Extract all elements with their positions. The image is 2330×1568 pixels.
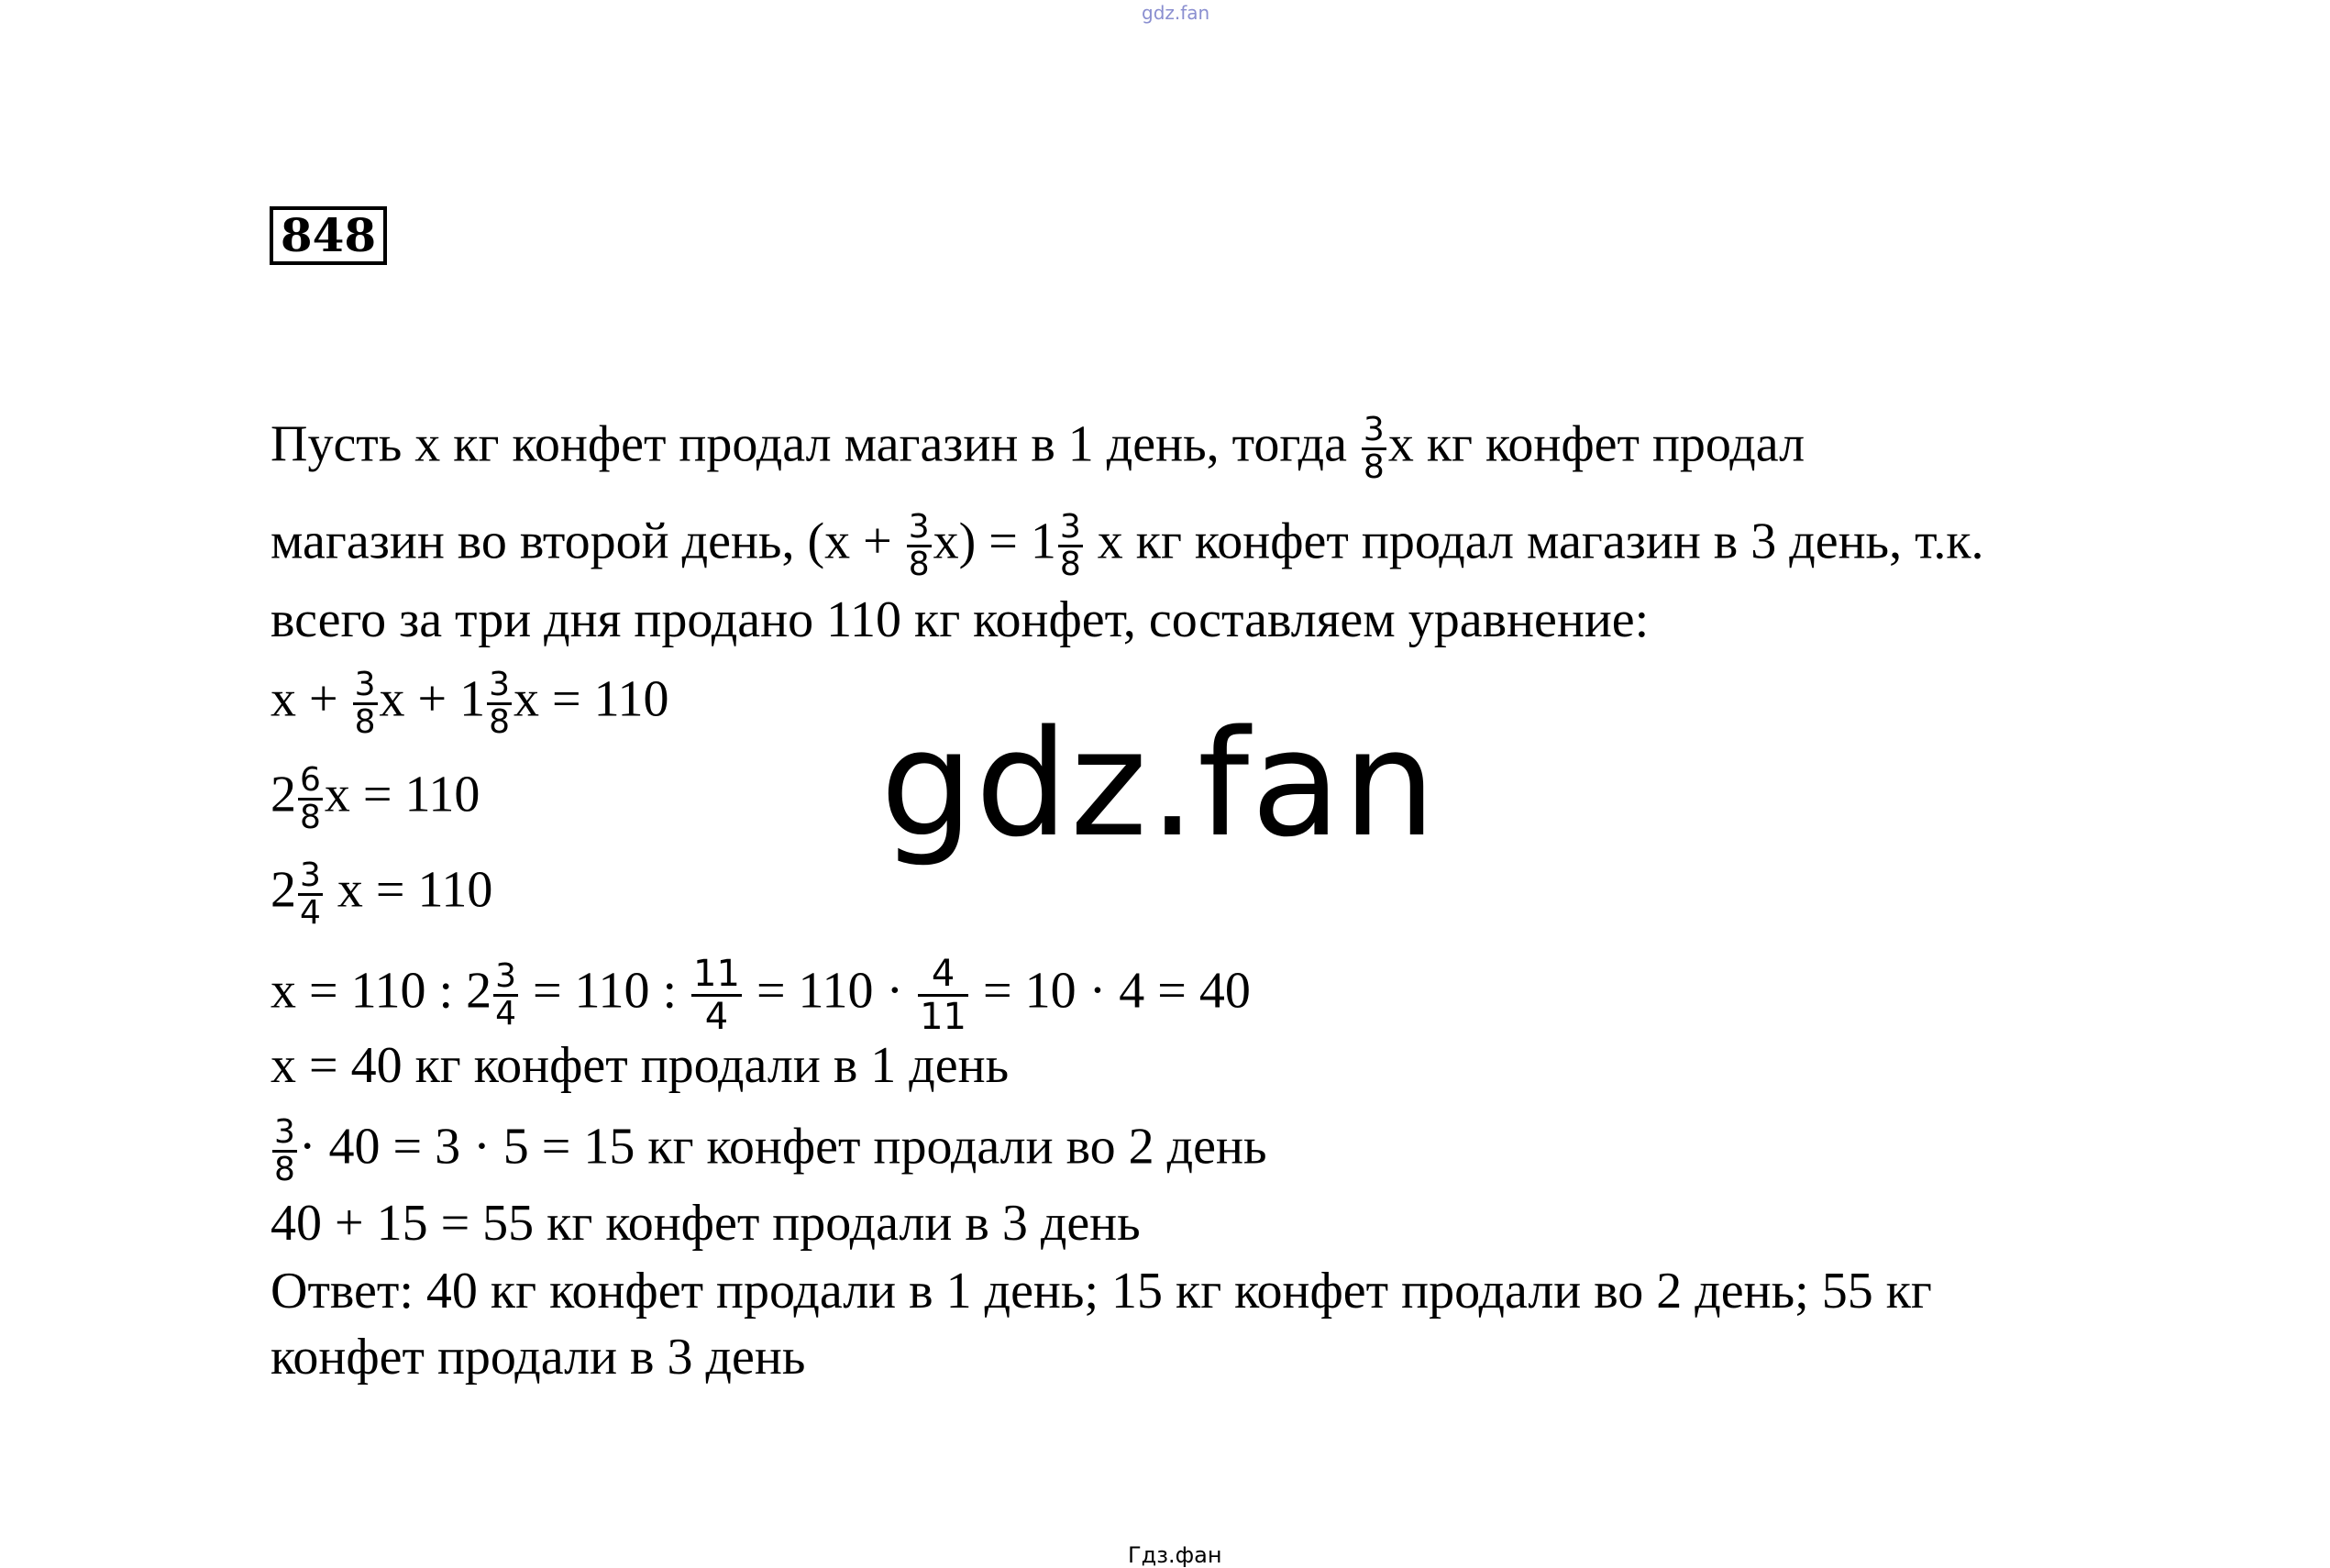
fraction-11-4: $\frac{11}{4}$ <box>693 953 740 1038</box>
answer-line-1 <box>271 1262 1932 1320</box>
fraction-3-8: $\frac{3}{8}$ <box>489 666 510 741</box>
text-segment: = 110 : <box>519 962 690 1020</box>
solution-line-3 <box>271 591 1649 649</box>
result-line-2 <box>271 1115 1267 1187</box>
text-segment: x) = 1 <box>933 513 1056 570</box>
text-segment: x = 110 <box>324 861 493 919</box>
result-line-1 <box>271 1036 1009 1095</box>
fraction-3-4: $\frac{3}{4}$ <box>300 856 321 932</box>
answer-line-2 <box>271 1328 805 1386</box>
equation-line-3 <box>271 858 492 931</box>
text-segment: конфет продали в 3 день <box>271 1329 806 1386</box>
fraction-3-8: $\frac{3}{8}$ <box>274 1113 295 1188</box>
solution-line-1 <box>271 413 1805 485</box>
text-segment: x кг конфет продал <box>1387 415 1805 473</box>
fraction-3-8: $\frac{3}{8}$ <box>908 508 930 583</box>
text-segment: = 10 · 4 = 40 <box>970 962 1251 1020</box>
text-segment: всего за три дня продано 110 кг конфет, составляем уравнение: <box>271 591 1650 648</box>
text-segment: x = 110 <box>513 670 669 728</box>
text-segment: = 110 · <box>743 962 917 1020</box>
text-segment: x + <box>271 670 351 728</box>
problem-number-badge: 848 <box>270 206 387 265</box>
text-segment: Пусть x кг конфет продал магазин в 1 день, тогда <box>271 415 1360 473</box>
text-segment: x = 110 : 2 <box>271 962 492 1020</box>
text-segment: x = 110 <box>324 766 480 823</box>
text-segment: x кг конфет продал магазин в 3 день, т.к. <box>1084 513 1984 570</box>
text-segment: 2 <box>271 766 296 823</box>
text-segment: 40 + 15 = 55 кг конфет продали в 3 день <box>271 1195 1141 1252</box>
text-segment: x = 40 кг конфет продали в 1 день <box>271 1037 1010 1094</box>
fraction-3-8: $\frac{3}{8}$ <box>354 666 376 741</box>
text-segment: 2 <box>271 861 296 919</box>
fraction-4-11: $\frac{4}{11}$ <box>920 953 966 1038</box>
equation-line-2 <box>271 763 480 835</box>
source-url: gdz.fan <box>1142 2 1210 24</box>
watermark-text: gdz.fan <box>880 698 1438 869</box>
text-segment: магазин во второй день, (x + <box>271 513 905 570</box>
equation-line-1 <box>271 668 669 740</box>
solution-line-2 <box>271 510 1984 582</box>
fraction-3-8: $\frac{3}{8}$ <box>1059 508 1081 583</box>
equation-line-4 <box>271 954 1251 1037</box>
text-segment: Ответ: 40 кг конфет продали в 1 день; 15 кг конфет продали во 2 день; 55 кг <box>271 1263 1932 1320</box>
result-line-3 <box>271 1194 1141 1253</box>
text-segment: x + 1 <box>379 670 486 728</box>
text-segment: · 40 = 3 · 5 = 15 кг конфет продали во 2 день <box>298 1118 1267 1176</box>
footer-text: Гдз.фан <box>1128 1542 1222 1568</box>
fraction-3-8: $\frac{3}{8}$ <box>1363 411 1385 486</box>
fraction-6-8: $\frac{6}{8}$ <box>300 761 321 836</box>
fraction-3-4: $\frac{3}{4}$ <box>495 957 516 1032</box>
